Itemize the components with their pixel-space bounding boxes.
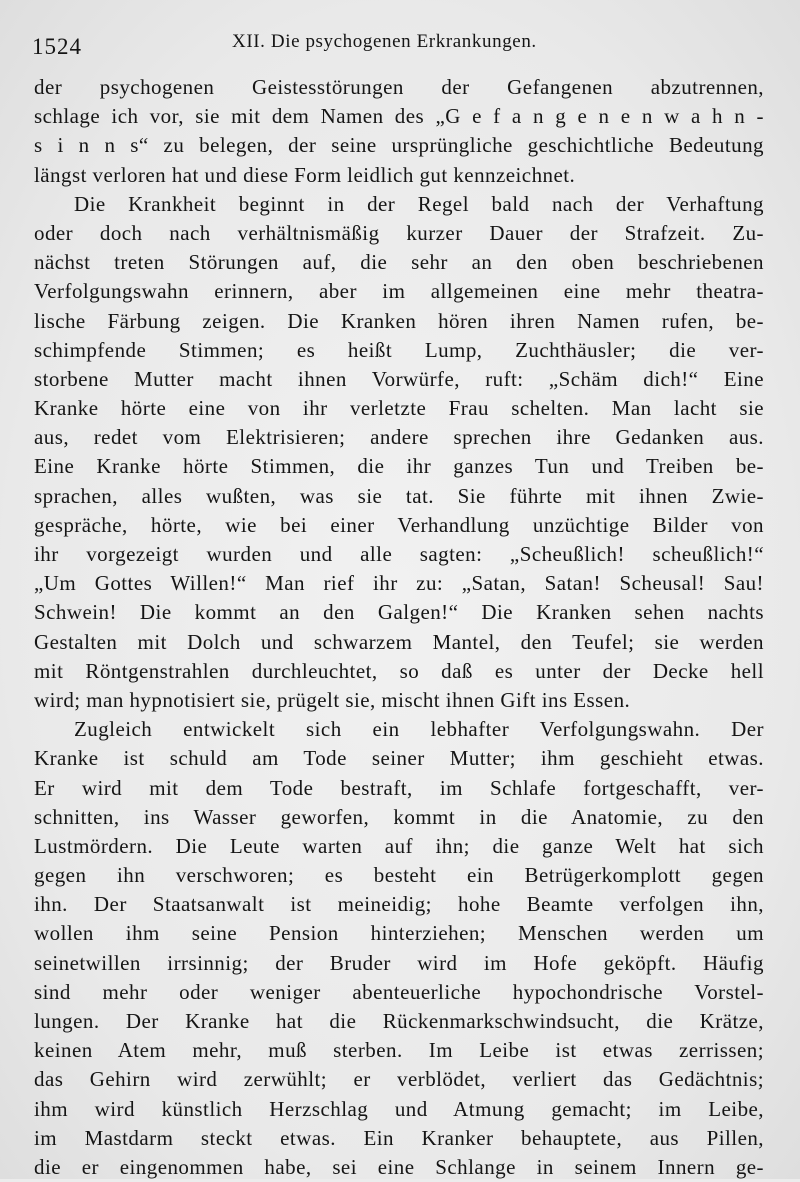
text-line: storbene Mutter macht ihnen Vorwürfe, ruft: „Schäm dich!“ Eine (34, 366, 764, 391)
text-line: schlage ich vor, sie mit dem Namen des „G e f a n g e n e n w a h n - (34, 104, 764, 129)
text-line: Verfolgungswahn erinnern, aber im allgemeinen eine mehr theatra- (34, 279, 764, 304)
text-line: Kranke ist schuld am Tode seiner Mutter; ihm geschieht etwas. (34, 746, 764, 771)
text-line: Zugleich entwickelt sich ein lebhafter Verfolgungswahn. Der (74, 717, 764, 742)
text-line: s i n n s“ zu belegen, der seine ursprüngliche geschichtliche Bedeutung (34, 133, 764, 158)
text-line: Er wird mit dem Tode bestraft, im Schlafe fortgeschafft, ver- (34, 775, 764, 800)
text-line: längst verloren hat und diese Form leidlich gut kennzeichnet. (34, 162, 576, 187)
text-line: Schwein! Die kommt an den Galgen!“ Die Kranken sehen nachts (34, 600, 764, 625)
text-line: ihm wird künstlich Herzschlag und Atmung gemacht; im Leibe, (34, 1096, 764, 1121)
text-line: die er eingenommen habe, sei eine Schlange in seinem Innern ge- (34, 1154, 764, 1179)
text-line: ihn. Der Staatsanwalt ist meineidig; hohe Beamte verfolgen ihn, (34, 892, 764, 917)
text-line: Lustmördern. Die Leute warten auf ihn; die ganze Welt hat sich (34, 833, 764, 858)
text-line: Eine Kranke hörte Stimmen, die ihr ganzes Tun und Treiben be- (34, 454, 764, 479)
text-line: Kranke hörte eine von ihr verletzte Frau schelten. Man lacht sie (34, 396, 764, 421)
page-number: 1524 (32, 34, 82, 59)
text-line: ihr vorgezeigt wurden und alle sagten: „Scheußlich! scheußlich!“ (34, 542, 764, 566)
text-line: wird; man hypnotisiert sie, prügelt sie, mischt ihnen Gift ins Essen. (34, 687, 631, 712)
text-line: Gestalten mit Dolch und schwarzem Mantel, den Teufel; sie werden (34, 629, 764, 654)
text-line: sind mehr oder weniger abenteuerliche hypochondrische Vorstel- (34, 979, 764, 1004)
running-title: XII. Die psychogenen Erkrankungen. (232, 31, 537, 52)
text-line: gespräche, hörte, wie bei einer Verhandlung unzüchtige Bilder von (34, 512, 764, 537)
text-line: der psychogenen Geistesstörungen der Gefangenen abzutrennen, (34, 75, 764, 99)
text-line: wollen ihm seine Pension hinterziehen; Menschen werden um (34, 921, 764, 946)
text-line: mit Röntgenstrahlen durchleuchtet, so daß es unter der Decke hell (34, 658, 764, 683)
text-line: nächst treten Störungen auf, die sehr an den oben beschriebenen (34, 250, 764, 275)
text-line: im Mastdarm steckt etwas. Ein Kranker behauptete, aus Pillen, (34, 1125, 764, 1150)
text-line: Die Krankheit beginnt in der Regel bald nach der Verhaftung (74, 191, 764, 216)
text-line: das Gehirn wird zerwühlt; er verblödet, verliert das Gedächtnis; (34, 1067, 764, 1092)
running-head (32, 24, 772, 64)
text-line: schimpfende Stimmen; es heißt Lump, Zuchthäusler; die ver- (34, 337, 764, 362)
text-line: lungen. Der Kranke hat die Rückenmarkschwindsucht, die Krätze, (34, 1009, 764, 1033)
text-line: schnitten, ins Wasser geworfen, kommt in die Anatomie, zu den (34, 804, 764, 829)
text-line: seinetwillen irrsinnig; der Bruder wird im Hofe geköpft. Häufig (34, 950, 764, 975)
text-line: „Um Gottes Willen!“ Man rief ihr zu: „Satan, Satan! Scheusal! Sau! (34, 571, 764, 596)
text-line: sprachen, alles wußten, was sie tat. Sie führte mit ihnen Zwie- (34, 483, 764, 508)
body-text (34, 73, 764, 1182)
text-line: lische Färbung zeigen. Die Kranken hören ihren Namen rufen, be- (34, 308, 764, 333)
text-line: oder doch nach verhältnismäßig kurzer Dauer der Strafzeit. Zu- (34, 220, 764, 245)
text-line: aus, redet vom Elektrisieren; andere sprechen ihre Gedanken aus. (34, 425, 764, 450)
text-line: keinen Atem mehr, muß sterben. Im Leibe ist etwas zerrissen; (34, 1038, 764, 1063)
text-line: gegen ihn verschworen; es besteht ein Betrügerkomplott gegen (34, 863, 764, 888)
